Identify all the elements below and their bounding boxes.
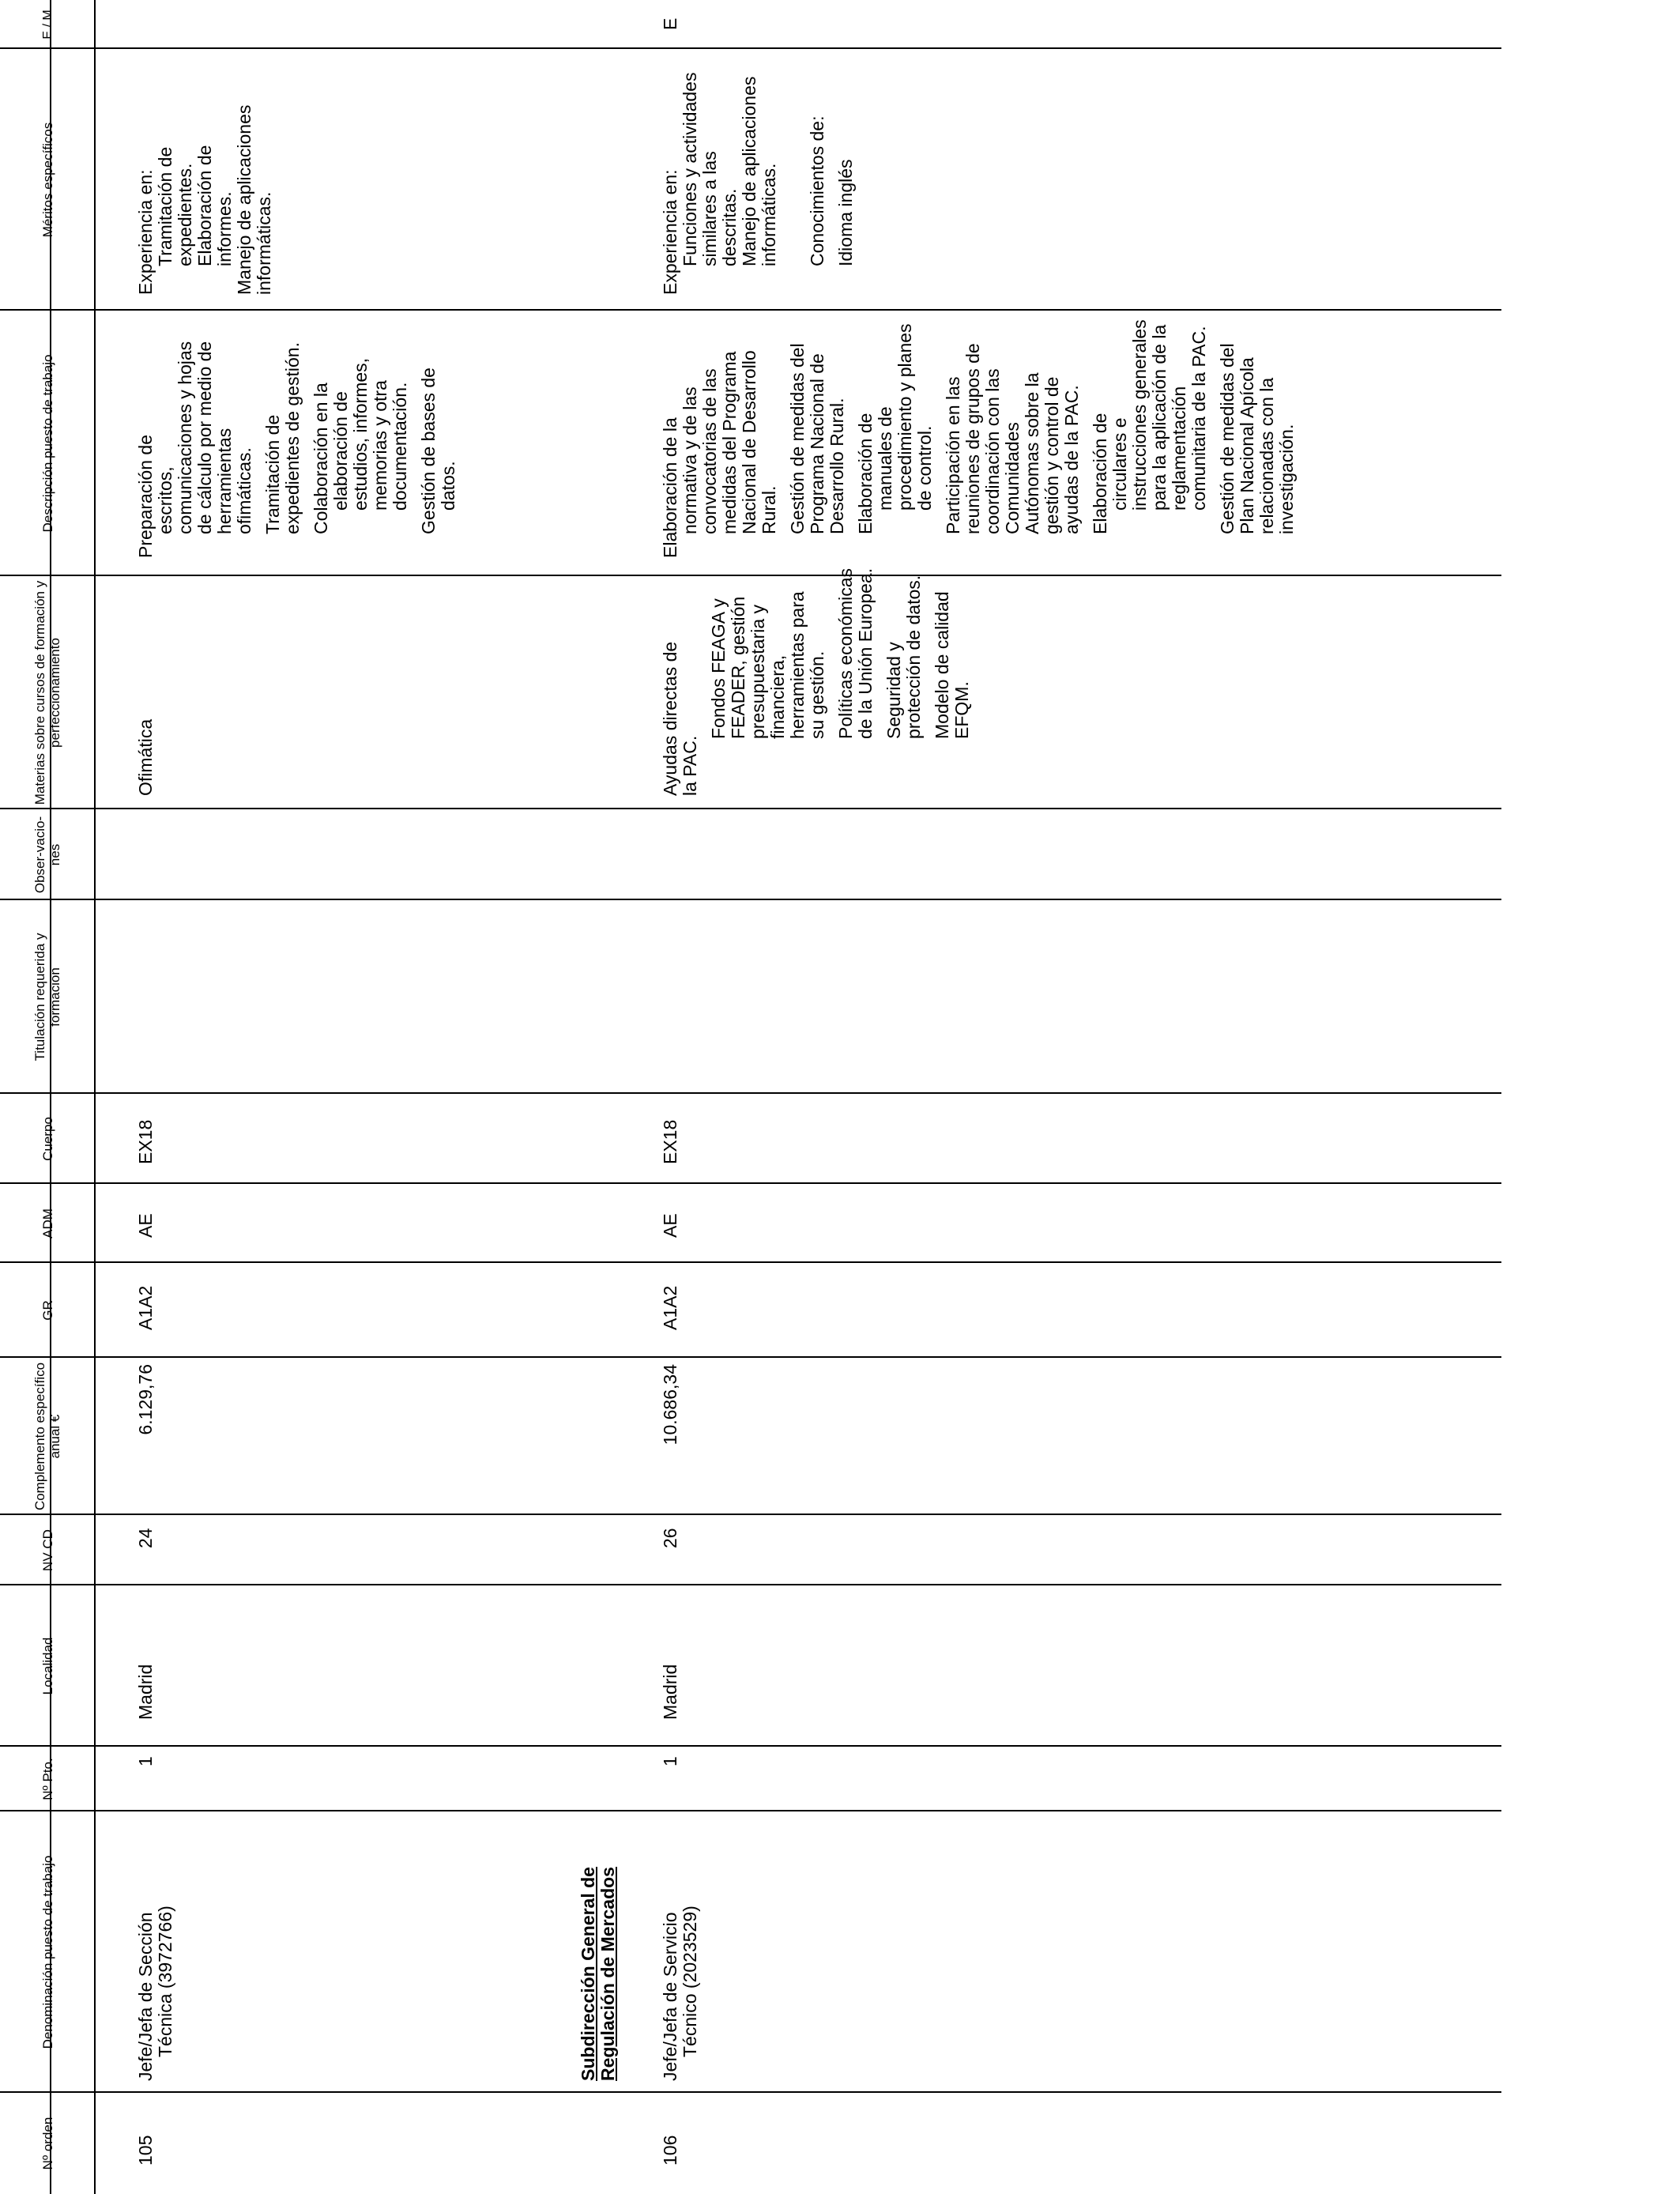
row105-denominacion-line1: Jefe/Jefa de Sección [135,1912,156,2081]
row106-desc-item6: Gestión de medidas del Plan Nacional Apícola relacionadas con la investigación. [1217,343,1297,534]
row106-conocimientos-intro: Conocimientos de: [807,115,827,266]
row106-cuerpo: EX18 [660,1119,680,1164]
row106-nv-cd: 26 [660,1528,680,1548]
header-denominacion: Denominación puesto de trabajo [40,1855,55,2049]
row106-materia-1: Ayudas directas de la PAC. [660,641,700,796]
row106-desc-item2: Gestión de medidas del Programa Nacional de Desarrollo Rural. [787,343,847,534]
row106-orden: 106 [660,2135,680,2166]
col-separator [0,1810,1501,1811]
header-adm: ADM [40,1208,55,1238]
section-title: Subdirección General de Regulación de Mercados [578,1867,618,2081]
header-cuerpo: Cuerpo [40,1117,55,1161]
row105-desc-item3: Colaboración en la elaboración de estudios, informes, memorias y otra documentación. [311,357,410,534]
col-separator [0,1356,1501,1358]
row106-descripcion [661,319,1297,558]
col-separator [0,1261,1501,1263]
row105-meritos-intro: Experiencia en: [135,169,156,295]
row105-desc-item2: Tramitación de expedientes de gestión. [262,342,303,534]
row106-meritos [661,73,856,295]
row105-orden: 105 [135,2135,156,2166]
row105-adm: AE [135,1213,156,1238]
row105-nv-cd: 24 [135,1528,156,1548]
header-em: E / M [40,9,55,40]
row106-denominacion-line2: Técnico (2023529) [680,1906,700,2057]
col-separator [0,1092,1501,1094]
row106-materia-2: Fondos FEAGA y FEADER, gestión presupuestaria y financiera, herramientas para su gestión. [708,591,827,739]
row105-meritos-exp: Tramitación de expedientes. Elaboración de informes. [155,145,235,266]
row106-num-pto: 1 [660,1756,680,1766]
col-separator [0,1584,1501,1585]
row105-desc-item4: Gestión de bases de datos. [418,368,458,534]
header-materias: Materias sobre cursos de formación y perfeccionamiento [32,580,62,805]
header-titulacion: Titulación requerida y formación [32,933,62,1061]
row106-materia-3: Políticas económicas de la Unión Europea. [835,567,876,739]
col-separator [0,808,1501,809]
row105-complemento: 6.129,76 [135,1364,156,1435]
col-separator [0,1182,1501,1184]
row105-desc-item1: Preparación de escritos, comunicaciones y hojas de cálculo por medio de herramientas ofimáticas. [135,341,254,558]
row105-materias: Ofimática [135,718,156,796]
row106-materias [661,568,972,796]
row106-desc-item3: Elaboración de manuales de procedimiento y planes de control. [855,323,935,534]
row105-denominacion [136,1906,175,2081]
row106-conocimientos: Idioma inglés [835,159,856,266]
row105-meritos [136,105,274,295]
row106-adm: AE [660,1213,680,1238]
row106-materia-5: Modelo de calidad EFQM. [932,591,972,739]
row105-num-pto: 1 [135,1756,156,1766]
row106-meritos-exp: Funciones y actividades similares a las descritas. [680,72,740,266]
header-nv-cd: NV CD [40,1529,55,1571]
header-meritos: Méritos específicos [40,122,55,238]
row106-desc-item5: Elaboración de circulares e instrucciones generales para la aplicación de la reglamentación comunitaria de la PAC. [1090,319,1209,534]
header-localidad: Localidad [40,1637,55,1695]
header-descripcion: Descripción puesto de trabajo [40,354,55,533]
row106-denominacion [661,1906,700,2081]
col-separator [0,899,1501,900]
row106-desc-item1: Elaboración de la normativa y de las convocatorias de las medidas del Programa Nacional de Desarrollo Rural. [660,350,779,558]
header-num-pto: Nº Pto. [40,1758,55,1800]
row105-descripcion [136,341,458,558]
row105-localidad: Madrid [135,1664,156,1720]
row106-meritos-intro: Experiencia en: [660,169,680,295]
row106-materia-4: Seguridad y protección de datos. [883,575,924,739]
header-complemento: Complemento específico anual € [32,1362,62,1511]
row105-cuerpo: EX18 [135,1119,156,1164]
row106-complemento: 10.686,34 [660,1364,680,1446]
row106-localidad: Madrid [660,1664,680,1720]
header-observaciones: Obser-vacio-nes [32,816,62,894]
row106-gr: A1A2 [660,1285,680,1330]
row105-gr: A1A2 [135,1285,156,1330]
row106-em: E [660,17,680,30]
row105-denominacion-line2: Técnica (3972766) [155,1906,175,2057]
col-separator [0,2091,1501,2093]
col-separator [0,47,1501,49]
row106-desc-item4: Participación en las reuniones de grupos de coordinación con las Comunidades Autónomas sobre la gestión y control de ayudas de la PAC. [943,343,1082,534]
header-gr: GR [40,1300,55,1321]
col-separator [0,1514,1501,1515]
row106-meritos-manejo: Manejo de aplicaciones informáticas. [739,76,779,266]
row105-meritos-manejo: Manejo de aplicaciones informáticas. [234,104,274,295]
row106-denominacion-line1: Jefe/Jefa de Servicio [660,1912,680,2081]
header-orden: Nº orden [40,2117,55,2170]
col-separator [0,309,1501,311]
col-separator [0,1745,1501,1747]
